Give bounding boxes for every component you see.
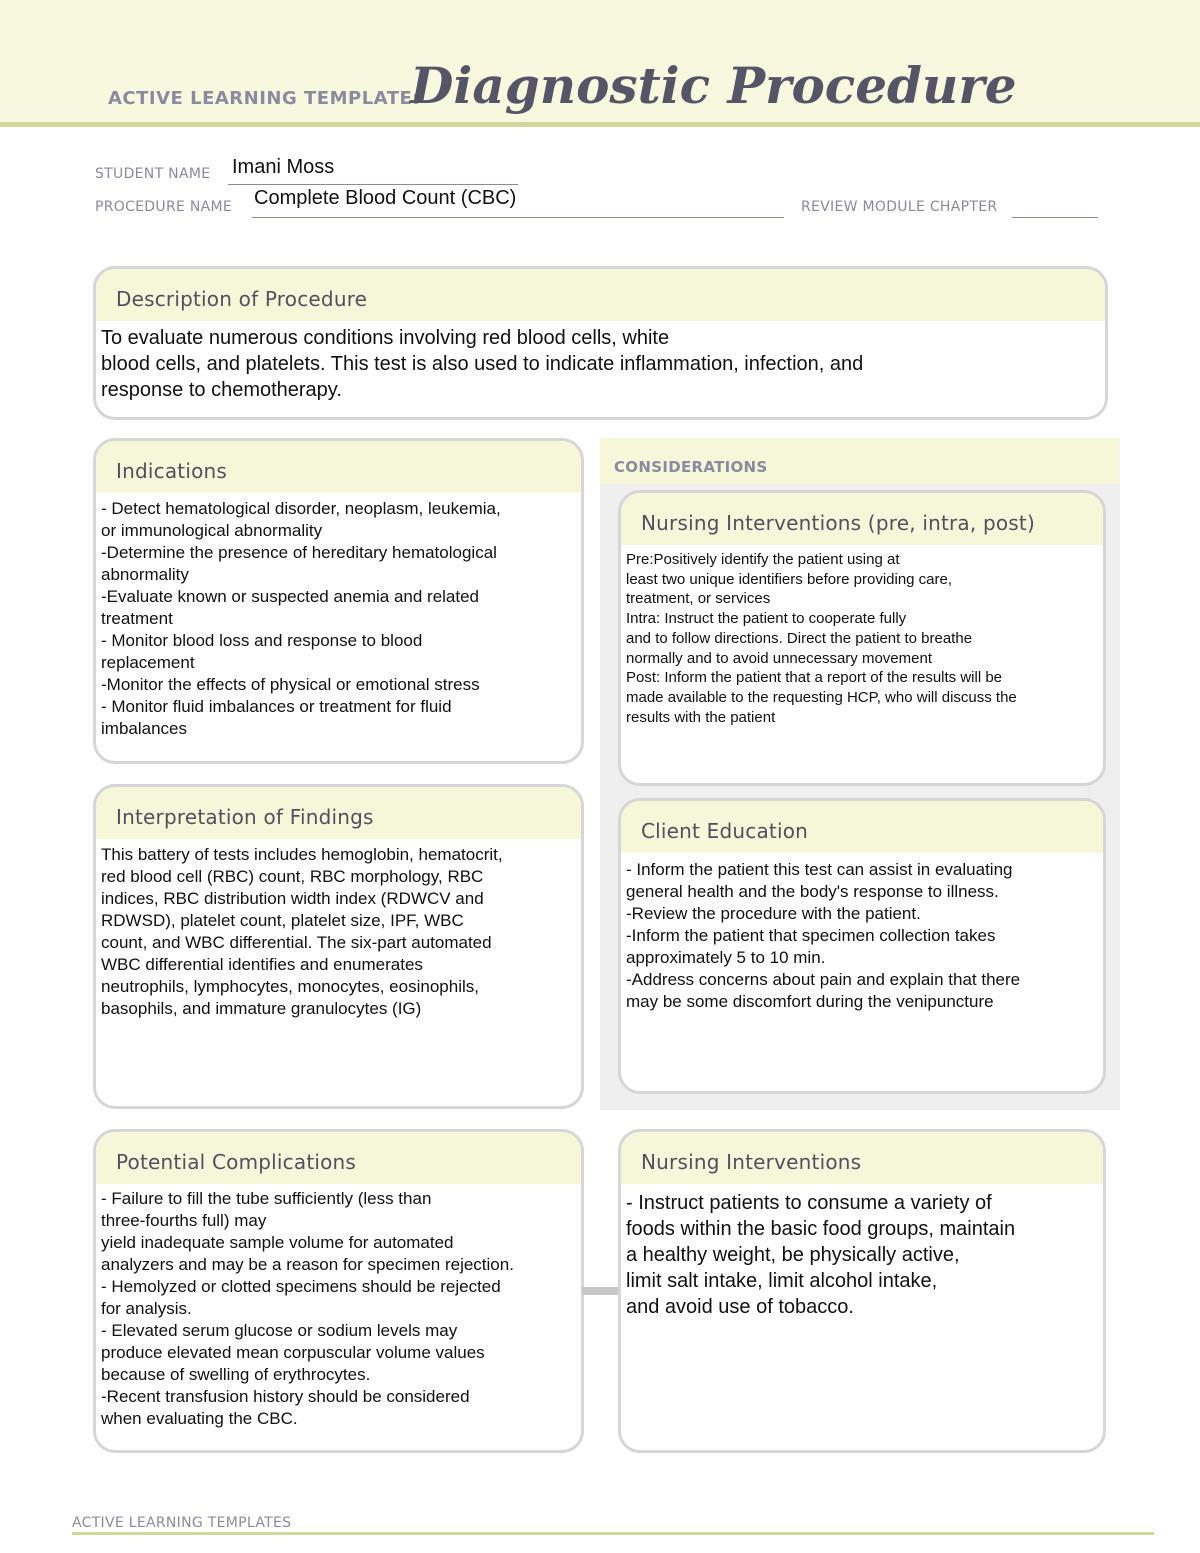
interpretation-heading: Interpretation of Findings [96,787,581,839]
description-text[interactable]: To evaluate numerous conditions involving red blood cells, white blood cells, and platelets. This test is also used to indicate inflammation, infection, and response to chemotherapy. [101,327,864,401]
template-label: ACTIVE LEARNING TEMPLATE: [108,88,420,109]
student-name-field[interactable]: Imani Moss [232,156,335,178]
procedure-name-label: PROCEDURE NAME [95,199,233,215]
student-name-label: STUDENT NAME [95,166,211,182]
complications-box [93,1129,584,1453]
procedure-name-underline [252,217,784,218]
footer-divider [72,1532,1154,1535]
nursing-interventions-ppp-text[interactable]: Pre:Positively identify the patient using at least two unique identifiers before providing care, treatment, or services Intra: Instruct the patient to cooperate fully and to follow directions. Direct the patient to breathe normally and to avoid unnecessary movement Post: Inform the patient that a report of the results will be made available to the requesting HCP, who will discuss the results with the patient [626,551,1017,726]
student-name-underline [228,184,518,185]
indications-text[interactable]: - Detect hematological disorder, neoplasm, leukemia, or immunological abnormality -Determine the presence of hereditary hematological abnormality -Evaluate known or suspected anemia and related treatment - Monitor blood loss and response to blood replacement -Monitor the effects of physical or emotional stress - Monitor fluid imbalances or treatment for fluid imbalances [101,499,501,738]
considerations-label: CONSIDERATIONS [614,458,768,476]
indications-heading: Indications [96,441,581,493]
indications-box [93,438,584,764]
footer-label: ACTIVE LEARNING TEMPLATES [72,1515,292,1531]
nursing-interventions-ppp-heading: Nursing Interventions (pre, intra, post) [621,493,1103,545]
page-title: Diagnostic Procedure [410,56,1017,115]
procedure-name-field[interactable]: Complete Blood Count (CBC) [254,187,517,209]
description-heading: Description of Procedure [96,269,1105,321]
nursing-interventions-heading: Nursing Interventions [621,1132,1103,1184]
complications-heading: Potential Complications [96,1132,581,1184]
review-module-field[interactable] [1012,217,1098,218]
review-module-label: REVIEW MODULE CHAPTER [801,199,998,215]
header-divider [0,122,1200,127]
client-education-heading: Client Education [621,801,1103,853]
nursing-interventions-text[interactable]: - Instruct patients to consume a variety of foods within the basic food groups, maintain a healthy weight, be physically active, limit salt intake, limit alcohol intake, and avoid use of tobacco. [626,1192,1016,1318]
connector-bar [582,1287,620,1295]
interpretation-text[interactable]: This battery of tests includes hemoglobin, hematocrit, red blood cell (RBC) count, RBC morphology, RBC indices, RBC distribution width index (RDWCV and RDWSD), platelet count, platelet size, IPF, WBC count, and WBC differential. The six-part automated WBC differential identifies and enumerates neutrophils, lymphocytes, monocytes, eosinophils, basophils, and immature granulocytes (IG) [101,845,503,1018]
client-education-text[interactable]: - Inform the patient this test can assist in evaluating general health and the body's response to illness. -Review the procedure with the patient. -Inform the patient that specimen collection takes approximately 5 to 10 min. -Address concerns about pain and explain that there may be some discomfort during the venipuncture [626,860,1021,1011]
description-box [93,266,1108,420]
complications-text[interactable]: - Failure to fill the tube sufficiently (less than three-fourths full) may yield inadequate sample volume for automated analyzers and may be a reason for specimen rejection. - Hemolyzed or clotted specimens should be rejected for analysis. - Elevated serum glucose or sodium levels may produce elevated mean corpuscular volume values because of swelling of erythrocytes. -Recent transfusion history should be considered when evaluating the CBC. [101,1189,514,1428]
nursing-interventions-ppp-box [618,490,1106,786]
nursing-interventions-box [618,1129,1106,1453]
client-education-box [618,798,1106,1094]
interpretation-box [93,784,584,1109]
